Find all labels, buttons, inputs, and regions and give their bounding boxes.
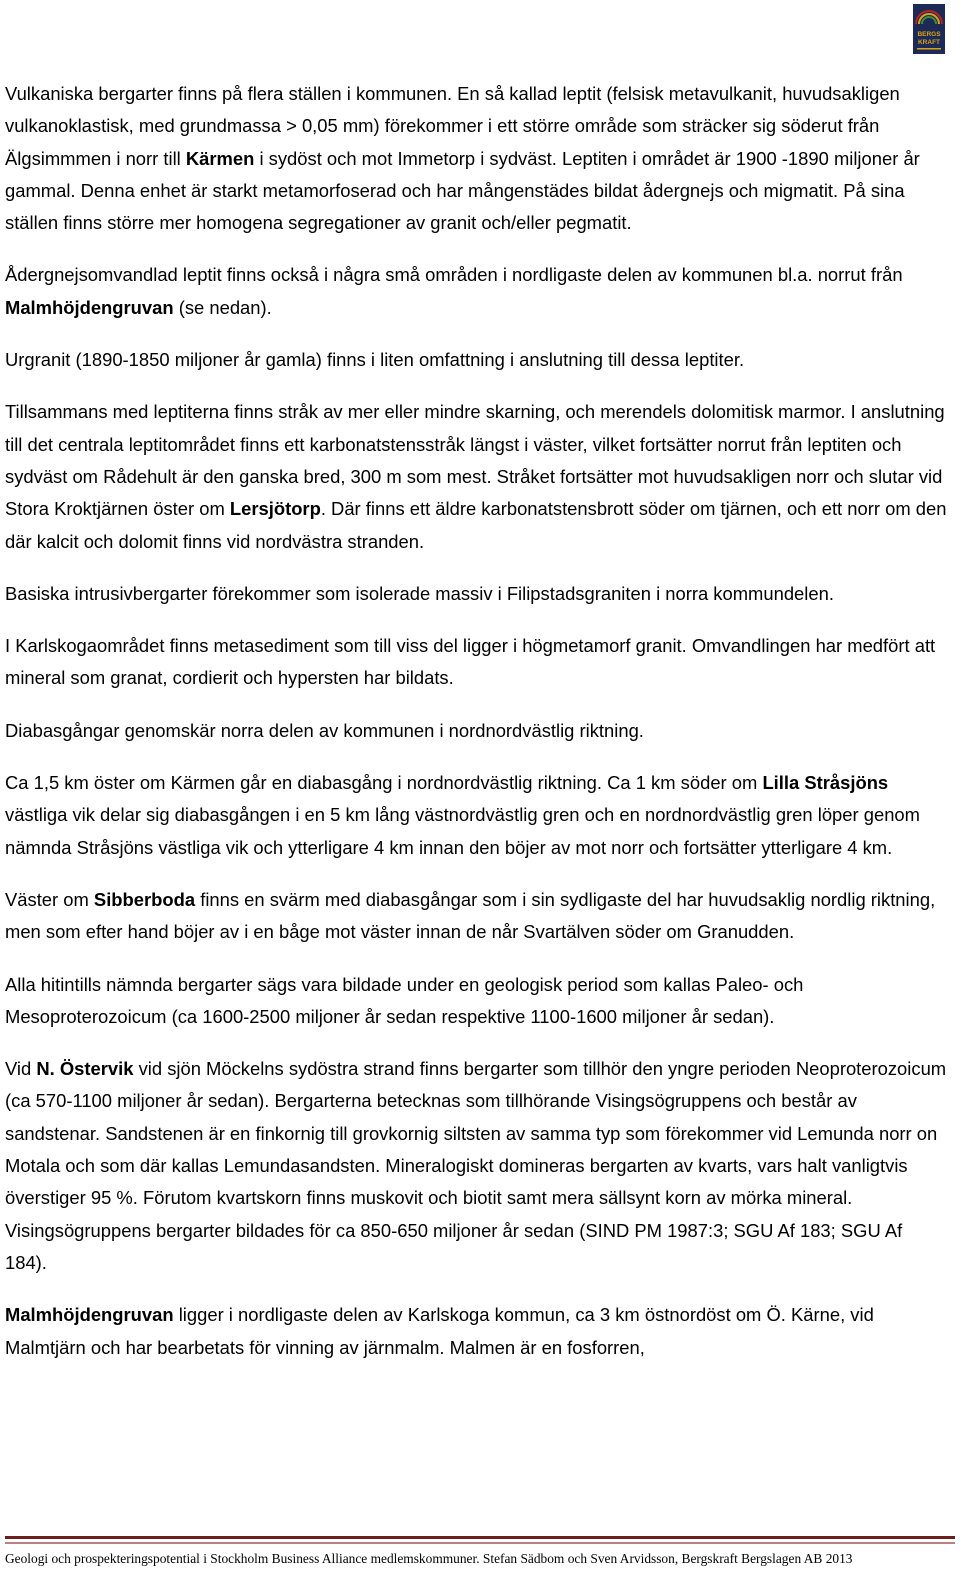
page-footer bbox=[0, 1536, 960, 1566]
footer-rule-light bbox=[5, 1542, 955, 1544]
bold-place-name: N. Östervik bbox=[36, 1058, 134, 1080]
paragraph-text: Basiska intrusivbergarter förekommer som isolerade massiv i Filipstadsgraniten i norra kommundelen. bbox=[5, 582, 834, 604]
paragraph-text: finns en svärm med diabasgångar som i sin sydligaste del har huvudsaklig nordlig riktning, men som efter hand böjer av i en båge mot väster innan de når Svartälven söder om Granudden. bbox=[5, 888, 936, 943]
body-paragraph bbox=[5, 1053, 947, 1279]
paragraph-text: Väster om bbox=[5, 888, 94, 910]
body-paragraph bbox=[5, 715, 947, 747]
body-paragraph bbox=[5, 259, 947, 324]
paragraph-text: Ca 1,5 km öster om Kärmen går en diabasgång i nordnordvästlig riktning. Ca 1 km söder om bbox=[5, 772, 763, 794]
paragraph-text: Tillsammans med leptiterna finns stråk av mer eller mindre skarning, och merendels dolomitisk marmor. I anslutning till det centrala leptitområdet finns ett karbonatstensstråk längst i väster, vilket fortsätter norrut från leptiten och sydväst om Rådehult är den ganska bred, 300 m som mest. Stråket fortsätter mot huvudsakligen norr och slutar vid Stora Kroktjärnen öster om bbox=[5, 401, 945, 520]
body-paragraph bbox=[5, 630, 947, 695]
body-paragraph bbox=[5, 344, 947, 376]
bold-place-name: Malmhöjdengruvan bbox=[5, 296, 174, 318]
bold-place-name: Lersjötorp bbox=[229, 498, 321, 520]
paragraph-text: västliga vik delar sig diabasgången i en 5 km lång västnordvästlig gren och en nordnordvästlig gren löper genom nämnda Stråsjöns västliga vik och ytterligare 4 km innan den böjer av mot norr och fortsätter ytterligare 4 km. bbox=[5, 804, 920, 858]
footer-text: Geologi och prospekteringspotential i Stockholm Business Alliance medlemskommuner. Stefan Sädbom och Sven Arvidsson, Bergskraft Bergslagen AB 2013 bbox=[5, 1551, 853, 1566]
bold-place-name: Kärmen bbox=[185, 147, 255, 169]
bold-place-name: Sibberboda bbox=[93, 888, 196, 910]
paragraph-text: Ådergnejsomvandlad leptit finns också i några små områden i nordligaste delen av kommunen bl.a. norrut från bbox=[5, 264, 903, 286]
paragraph-text: Vid bbox=[5, 1058, 37, 1080]
logo-text-bottom: KRAFT bbox=[917, 39, 941, 46]
paragraph-text: vid sjön Möckelns sydöstra strand finns bergarter som tillhör den yngre perioden Neoproterozoicum (ca 570-1100 miljoner år sedan). Bergarterna betecknas som tillhörande Visingsögruppens och består av sandstenar. Sandstenen är en finkornig till grovkornig siltsten av samma typ som förekommer vid Lemunda norr on Motala och som där kallas Lemundasandsten. Mineralogiskt domineras bergarten av kvarts, vars halt vanligtvis överstiger 95 %. Förutom kvartskorn finns muskovit och biotit samt mera sällsynt korn av mörka mineral. Visingsögruppens bergarter bildades för ca 850-650 miljoner år sedan (SIND PM 1987:3; SGU Af 183; SGU Af 184). bbox=[5, 1058, 947, 1273]
paragraph-text: . Där finns ett äldre karbonatstensbrott söder om tjärnen, och ett norr om den där kalcit och dolomit finns vid nordvästra stranden. bbox=[5, 498, 947, 552]
bergskraft-logo bbox=[913, 4, 945, 54]
bold-place-name: Malmhöjdengruvan bbox=[5, 1304, 174, 1326]
body-paragraph bbox=[5, 767, 947, 864]
paragraph-text: Urgranit (1890-1850 miljoner år gamla) finns i liten omfattning i anslutning till dessa leptiter. bbox=[5, 349, 745, 371]
paragraph-text: Diabasgångar genomskär norra delen av kommunen i nordnordvästlig riktning. bbox=[5, 719, 644, 741]
paragraph-text: Alla hitintills nämnda bergarter sägs vara bildade under en geologisk period som kallas Paleo- och Mesoproterozoicum (ca 1600-2500 miljoner år sedan respektive 1100-1600 miljoner år sedan). bbox=[5, 973, 804, 1027]
paragraph-text: Vulkaniska bergarter finns på flera ställen i kommunen. En så kallad leptit (felsisk metavulkanit, huvudsakligen vulkanoklastisk, med grundmassa > 0,05 mm) förekommer i ett större område som sträcker sig söderut från Älgsimmmen i norr till bbox=[5, 83, 900, 169]
body-paragraph bbox=[5, 396, 947, 557]
body-paragraph bbox=[5, 78, 947, 239]
bold-place-name: Lilla Stråsjöns bbox=[762, 772, 889, 794]
body-paragraph bbox=[5, 578, 947, 610]
paragraph-text: (se nedan). bbox=[173, 296, 272, 318]
logo-text-top: BERGS bbox=[917, 31, 941, 38]
paragraph-text: I Karlskogaområdet finns metasediment som till viss del ligger i högmetamorf granit. Omvandlingen har medfört att mineral som granat, cordierit och hypersten har bildats. bbox=[5, 635, 936, 689]
bergskraft-logo-graphic bbox=[913, 4, 945, 54]
paragraph-text: i sydöst och mot Immetorp i sydväst. Leptiten i området är 1900 -1890 miljoner år gammal. Denna enhet är starkt metamorfoserad och har mångenstädes bildat ådergnejs och migmatit. På sina ställen finns större mer homogena segregationer av granit och/eller pegmatit. bbox=[5, 147, 920, 234]
document-body bbox=[5, 78, 947, 1384]
body-paragraph bbox=[5, 969, 947, 1034]
body-paragraph bbox=[5, 884, 947, 949]
paragraph-text: ligger i nordligaste delen av Karlskoga kommun, ca 3 km östnordöst om Ö. Kärne, vid Malmtjärn och har bearbetats för vinning av järnmalm. Malmen är en fosforren, bbox=[5, 1304, 874, 1358]
footer-rule-dark bbox=[5, 1536, 955, 1539]
body-paragraph bbox=[5, 1299, 947, 1364]
